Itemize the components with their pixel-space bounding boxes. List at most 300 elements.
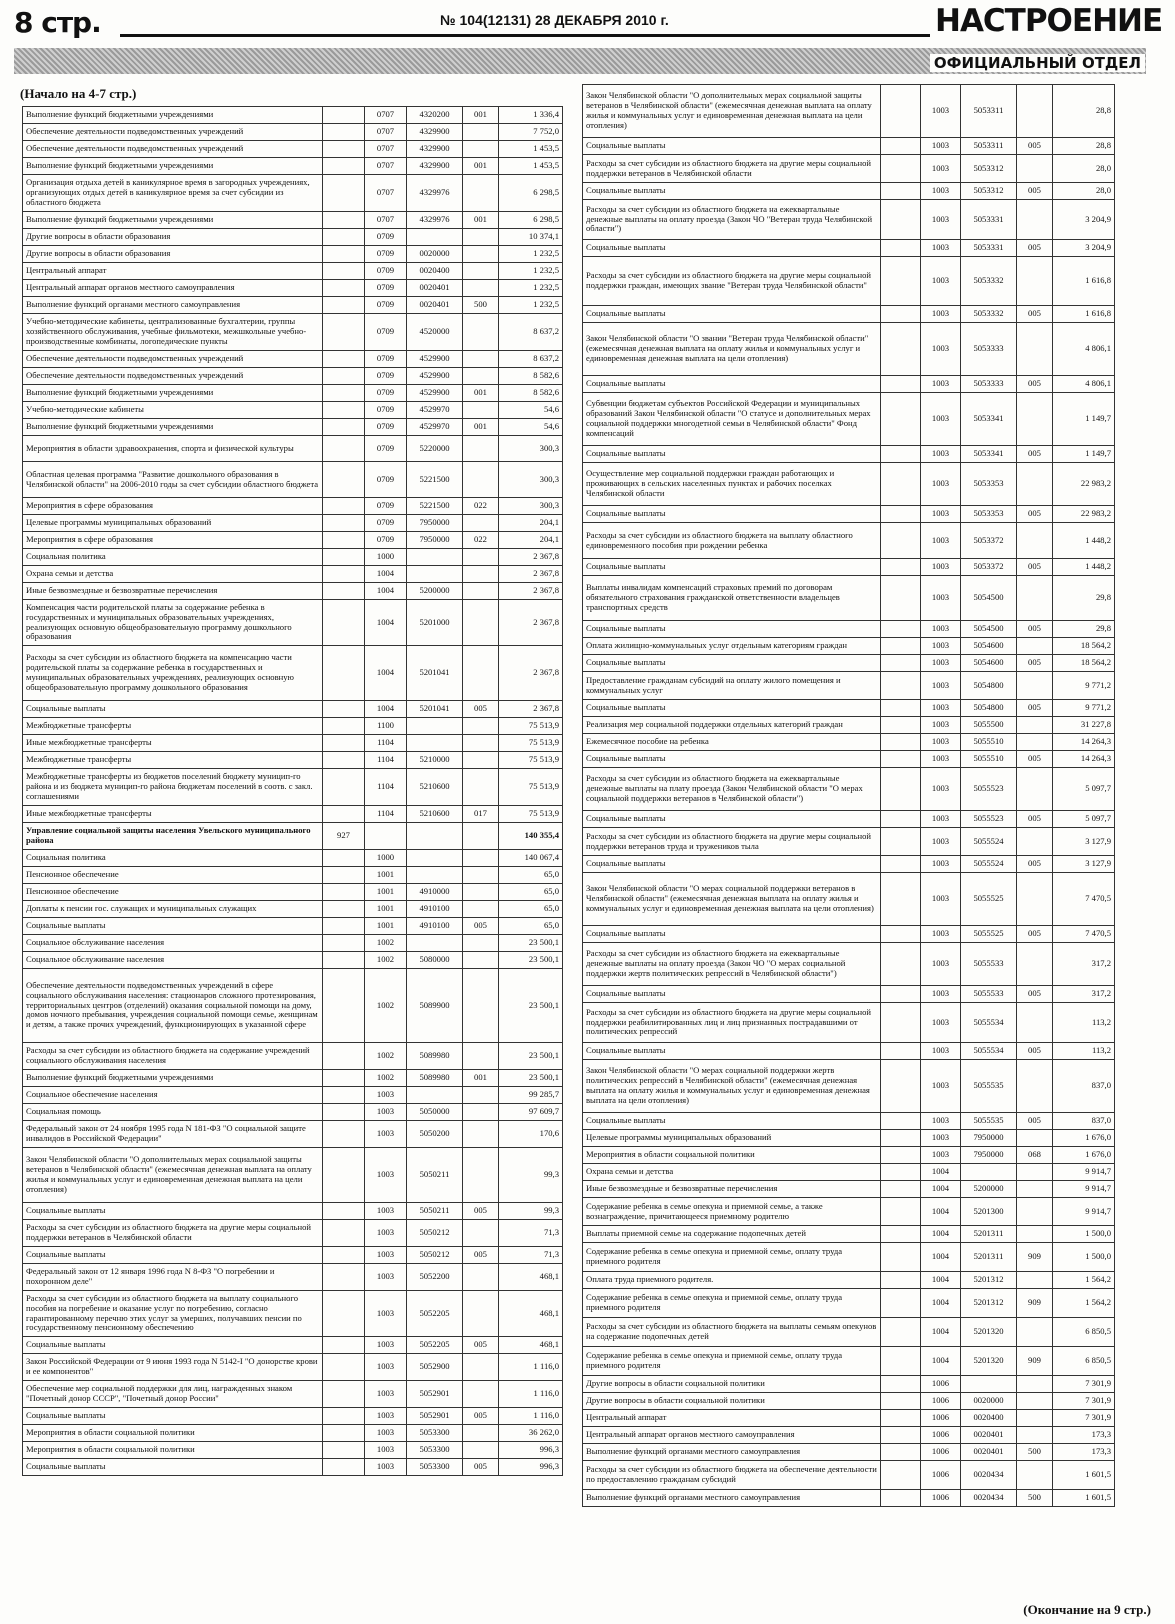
cell-target — [407, 867, 463, 884]
cell-name: Субвенции бюджетам субъектов Российской Федерации и муниципальных образований Закон Челябинской области "О статусе и дополнительных мерах социальной поддержки многодетной семьи в Челябинской области" Фонд компенсаций — [583, 393, 881, 446]
cell-name: Социальные выплаты — [583, 1043, 881, 1060]
cell-section: 1004 — [921, 1164, 961, 1181]
cell-sum: 14 264,3 — [1053, 751, 1115, 768]
cell-type — [463, 1148, 499, 1203]
cell-target: 5053333 — [961, 323, 1017, 376]
cell-code — [881, 621, 921, 638]
table-row — [23, 806, 563, 823]
cell-name: Охрана семьи и детства — [23, 566, 323, 583]
cell-section: 1003 — [921, 446, 961, 463]
cell-sum: 3 127,9 — [1053, 828, 1115, 856]
cell-section: 0707 — [365, 124, 407, 141]
cell-code — [323, 952, 365, 969]
cell-type: 005 — [1017, 655, 1053, 672]
cell-target: 5080000 — [407, 952, 463, 969]
cell-section: 1000 — [365, 549, 407, 566]
cell-section: 1002 — [365, 952, 407, 969]
cell-type — [463, 263, 499, 280]
cell-name: Социальные выплаты — [583, 183, 881, 200]
cell-sum: 54,6 — [499, 419, 563, 436]
cell-section: 1006 — [921, 1461, 961, 1490]
cell-name: Выполнение функций бюджетными учреждениями — [23, 107, 323, 124]
table-row — [583, 1427, 1115, 1444]
cell-sum: 317,2 — [1053, 986, 1115, 1003]
cell-name: Социальные выплаты — [583, 138, 881, 155]
cell-target: 5055524 — [961, 856, 1017, 873]
cell-type — [463, 867, 499, 884]
cell-name: Социальные выплаты — [23, 918, 323, 935]
newspaper-logo: НАСТРОЕНИЕ — [935, 3, 1163, 39]
cell-sum: 1 116,0 — [499, 1408, 563, 1425]
cell-section: 1006 — [921, 1376, 961, 1393]
cell-target: 5200000 — [407, 583, 463, 600]
cell-type — [1017, 1427, 1053, 1444]
table-row — [583, 1376, 1115, 1393]
cell-name: Обеспечение деятельности подведомственных учреждений в сфере социального обслуживания населения: стационаров сложного протезирования, территориальных центров (отделений) оказания социальной помощи на дому, домов ночного пребывания, учреждения социальной помощи семье, женщинам и детям, а также прочих учреждений, функционирующих в указанной сфере — [23, 969, 323, 1043]
cell-section: 0709 — [365, 229, 407, 246]
cell-name: Центральный аппарат органов местного самоуправления — [23, 280, 323, 297]
table-row — [23, 901, 563, 918]
cell-target: 5053341 — [961, 393, 1017, 446]
cell-name: Социальное обеспечение населения — [23, 1087, 323, 1104]
cell-section: 1004 — [921, 1318, 961, 1347]
cell-code — [323, 124, 365, 141]
cell-type — [463, 850, 499, 867]
cell-type: 001 — [463, 212, 499, 229]
cell-type — [463, 402, 499, 419]
table-row — [583, 638, 1115, 655]
cell-target: 4910000 — [407, 884, 463, 901]
cell-code — [881, 1113, 921, 1130]
cell-sum: 317,2 — [1053, 943, 1115, 986]
cell-code — [323, 515, 365, 532]
cell-sum: 1 232,5 — [499, 297, 563, 314]
cell-type: 001 — [463, 1070, 499, 1087]
cell-target: 5201312 — [961, 1272, 1017, 1289]
cell-target — [407, 718, 463, 735]
cell-type — [463, 884, 499, 901]
cell-target: 5052900 — [407, 1354, 463, 1381]
cell-type — [463, 1121, 499, 1148]
cell-sum: 300,3 — [499, 498, 563, 515]
cell-code — [323, 600, 365, 646]
table-row — [583, 200, 1115, 240]
cell-target: 7950000 — [961, 1147, 1017, 1164]
cell-name: Содержание ребенка в семье опекуна и приемной семье, оплату труда приемного родителя — [583, 1243, 881, 1272]
cell-target: 4529900 — [407, 385, 463, 402]
table-row — [23, 646, 563, 701]
cell-name: Социальные выплаты — [583, 306, 881, 323]
cell-target: 5089980 — [407, 1070, 463, 1087]
cell-section: 1003 — [921, 1060, 961, 1113]
cell-section: 1003 — [365, 1354, 407, 1381]
cell-code — [881, 700, 921, 717]
cell-target: 5220000 — [407, 436, 463, 462]
cell-code — [323, 158, 365, 175]
cell-target — [407, 566, 463, 583]
cell-sum: 28,8 — [1053, 85, 1115, 138]
cell-code — [323, 583, 365, 600]
cell-type — [1017, 200, 1053, 240]
cell-code — [323, 769, 365, 806]
table-row — [583, 873, 1115, 926]
cell-sum: 4 806,1 — [1053, 376, 1115, 393]
cell-section: 1003 — [921, 376, 961, 393]
cell-type — [1017, 1226, 1053, 1243]
table-row — [23, 532, 563, 549]
cell-code — [323, 1148, 365, 1203]
cell-name: Расходы за счет субсидии из областного бюджета на компенсацию части родительской платы за содержание ребенка в государственных и муниципальных образовательных учреждениях, реализующих основную общеобразовательную программу дошкольного образования — [23, 646, 323, 701]
cell-target: 5052205 — [407, 1337, 463, 1354]
cell-type — [1017, 463, 1053, 506]
cell-sum: 1 601,5 — [1053, 1490, 1115, 1507]
table-row — [23, 1104, 563, 1121]
cell-sum: 54,6 — [499, 402, 563, 419]
cell-code — [323, 462, 365, 498]
table-row — [23, 419, 563, 436]
table-row — [23, 1203, 563, 1220]
cell-target: 5053331 — [961, 200, 1017, 240]
cell-name: Расходы за счет субсидии из областного бюджета на другие меры социальной поддержки ветеранов в Челябинской области — [23, 1220, 323, 1247]
table-row — [583, 138, 1115, 155]
cell-name: Расходы за счет субсидии из областного бюджета на другие меры социальной поддержки граждан, имеющих звание "Ветеран труда Челябинской области" — [583, 257, 881, 306]
cell-section: 1003 — [921, 621, 961, 638]
cell-section: 1003 — [921, 523, 961, 559]
cell-section: 1003 — [365, 1121, 407, 1148]
table-row — [583, 1043, 1115, 1060]
cell-target: 5055533 — [961, 943, 1017, 986]
cell-section: 0709 — [365, 314, 407, 351]
cell-section: 1003 — [921, 240, 961, 257]
cell-sum: 1 453,5 — [499, 141, 563, 158]
table-row — [23, 549, 563, 566]
cell-name: Расходы за счет субсидии из областного бюджета на другие меры социальной поддержки реабилитированных лиц и лиц признанных пострадавшими от политических репрессий — [583, 1003, 881, 1043]
cell-type — [463, 246, 499, 263]
cell-section: 1003 — [921, 138, 961, 155]
cell-sum: 65,0 — [499, 918, 563, 935]
cell-sum: 99,3 — [499, 1203, 563, 1220]
cell-section: 0709 — [365, 515, 407, 532]
cell-sum: 23 500,1 — [499, 952, 563, 969]
cell-type — [463, 1354, 499, 1381]
cell-section: 1003 — [365, 1247, 407, 1264]
cell-name: Выполнение функций органами местного самоуправления — [23, 297, 323, 314]
cell-type — [463, 1043, 499, 1070]
cell-section: 1003 — [921, 828, 961, 856]
cell-type: 005 — [1017, 376, 1053, 393]
cell-target: 5053311 — [961, 85, 1017, 138]
cell-target: 5053332 — [961, 257, 1017, 306]
cell-section: 1003 — [921, 943, 961, 986]
cell-sum: 468,1 — [499, 1337, 563, 1354]
cell-section: 1004 — [921, 1347, 961, 1376]
cell-target: 5053333 — [961, 376, 1017, 393]
cell-code — [323, 1203, 365, 1220]
cell-name: Мероприятия в сфере образования — [23, 498, 323, 515]
table-row — [23, 498, 563, 515]
cell-sum: 31 227,8 — [1053, 717, 1115, 734]
cell-code — [323, 1043, 365, 1070]
cell-type — [463, 314, 499, 351]
cell-type — [1017, 85, 1053, 138]
cell-sum: 29,8 — [1053, 576, 1115, 621]
table-row — [583, 856, 1115, 873]
cell-type — [463, 1381, 499, 1408]
cell-sum: 71,3 — [499, 1247, 563, 1264]
cell-section: 1006 — [921, 1427, 961, 1444]
cell-type — [463, 280, 499, 297]
cell-type — [1017, 1060, 1053, 1113]
cell-target: 5053300 — [407, 1442, 463, 1459]
cell-code — [323, 850, 365, 867]
table-row — [583, 559, 1115, 576]
cell-target: 5055510 — [961, 734, 1017, 751]
cell-name: Социальные выплаты — [583, 856, 881, 873]
cell-section: 0707 — [365, 175, 407, 212]
cell-target: 5055525 — [961, 873, 1017, 926]
cell-code — [881, 1444, 921, 1461]
cell-section: 1003 — [921, 734, 961, 751]
cell-target — [407, 823, 463, 850]
cell-section: 1006 — [921, 1444, 961, 1461]
cell-code — [323, 436, 365, 462]
cell-sum: 1 601,5 — [1053, 1461, 1115, 1490]
cell-type — [463, 1087, 499, 1104]
cell-code — [881, 523, 921, 559]
table-row — [23, 1121, 563, 1148]
cell-target: 5055535 — [961, 1060, 1017, 1113]
cell-target: 5052901 — [407, 1408, 463, 1425]
cell-type — [463, 752, 499, 769]
cell-name: Другие вопросы в области социальной политики — [583, 1393, 881, 1410]
cell-sum: 1 500,0 — [1053, 1226, 1115, 1243]
cell-section: 1003 — [921, 463, 961, 506]
table-row — [583, 734, 1115, 751]
section-title: ОФИЦИАЛЬНЫЙ ОТДЕЛ — [930, 54, 1145, 72]
cell-name: Обеспечение деятельности подведомственных учреждений — [23, 351, 323, 368]
cell-name: Мероприятия в сфере образования — [23, 532, 323, 549]
cell-target: 5201311 — [961, 1243, 1017, 1272]
cell-target: 5053300 — [407, 1459, 463, 1476]
cell-section: 1004 — [365, 646, 407, 701]
cell-target: 5053353 — [961, 463, 1017, 506]
cell-sum: 9 914,7 — [1053, 1164, 1115, 1181]
cell-type — [1017, 523, 1053, 559]
cell-code — [323, 351, 365, 368]
cell-code — [323, 107, 365, 124]
cell-target: 4329900 — [407, 158, 463, 175]
cell-target: 5221500 — [407, 462, 463, 498]
cell-section: 1002 — [365, 969, 407, 1043]
cell-target — [407, 935, 463, 952]
cell-type — [463, 462, 499, 498]
cell-code — [323, 969, 365, 1043]
cell-code — [323, 141, 365, 158]
cell-type — [463, 600, 499, 646]
cell-name: Расходы за счет субсидии из областного бюджета на выплату областного единовременного пособия при рождении ребенка — [583, 523, 881, 559]
cell-sum: 8 582,6 — [499, 385, 563, 402]
table-row — [23, 1408, 563, 1425]
cell-name: Социальные выплаты — [23, 701, 323, 718]
table-row — [23, 263, 563, 280]
table-row — [23, 769, 563, 806]
table-row — [23, 368, 563, 385]
cell-name: Социальные выплаты — [583, 986, 881, 1003]
cell-code — [323, 1070, 365, 1087]
table-row — [583, 376, 1115, 393]
cell-sum: 23 500,1 — [499, 969, 563, 1043]
cell-section: 0709 — [365, 498, 407, 515]
cell-sum: 1 500,0 — [1053, 1243, 1115, 1272]
cell-sum: 23 500,1 — [499, 935, 563, 952]
cell-type — [463, 935, 499, 952]
table-row — [23, 701, 563, 718]
table-row — [583, 926, 1115, 943]
cell-code — [881, 1376, 921, 1393]
cell-type — [463, 549, 499, 566]
cell-section: 1003 — [365, 1337, 407, 1354]
cell-type — [463, 823, 499, 850]
cell-sum: 65,0 — [499, 884, 563, 901]
cell-type: 005 — [1017, 306, 1053, 323]
cell-type — [463, 735, 499, 752]
cell-code — [323, 1354, 365, 1381]
cell-type: 005 — [463, 1203, 499, 1220]
cell-target: 7950000 — [407, 532, 463, 549]
cell-sum: 7 301,9 — [1053, 1376, 1115, 1393]
cell-section: 1003 — [921, 672, 961, 700]
cell-code — [881, 1003, 921, 1043]
cell-name: Выполнение функций бюджетными учреждениями — [23, 212, 323, 229]
cell-code — [881, 638, 921, 655]
cell-target: 4529900 — [407, 368, 463, 385]
cell-type: 001 — [463, 158, 499, 175]
cell-type — [1017, 672, 1053, 700]
cell-type — [463, 901, 499, 918]
cell-name: Социальные выплаты — [23, 1337, 323, 1354]
cell-name: Социальные выплаты — [23, 1408, 323, 1425]
table-row — [23, 1148, 563, 1203]
cell-code — [881, 323, 921, 376]
cell-section: 1003 — [921, 200, 961, 240]
cell-section: 1003 — [365, 1442, 407, 1459]
cell-code — [881, 1393, 921, 1410]
cell-name: Социальная политика — [23, 549, 323, 566]
cell-section: 1002 — [365, 1070, 407, 1087]
cell-section: 1104 — [365, 769, 407, 806]
cell-sum: 1 336,4 — [499, 107, 563, 124]
cell-section: 1003 — [921, 1113, 961, 1130]
cell-sum: 8 637,2 — [499, 314, 563, 351]
cell-code — [323, 280, 365, 297]
cell-section: 1003 — [921, 1130, 961, 1147]
cell-section: 0709 — [365, 368, 407, 385]
cell-name: Социальные выплаты — [583, 751, 881, 768]
cell-section: 1003 — [921, 183, 961, 200]
cell-type — [463, 1104, 499, 1121]
cell-sum: 23 500,1 — [499, 1070, 563, 1087]
cell-name: Центральный аппарат — [23, 263, 323, 280]
cell-target: 5054500 — [961, 621, 1017, 638]
table-row — [583, 306, 1115, 323]
cell-name: Расходы за счет субсидии из областного бюджета на обеспечение деятельности по предоставлению гражданам субсидий — [583, 1461, 881, 1490]
cell-code — [323, 1247, 365, 1264]
cell-target: 5089900 — [407, 969, 463, 1043]
table-row — [23, 402, 563, 419]
cell-name: Социальные выплаты — [583, 506, 881, 523]
table-row — [23, 229, 563, 246]
table-row — [23, 952, 563, 969]
cell-sum: 1 616,8 — [1053, 257, 1115, 306]
cell-sum: 65,0 — [499, 867, 563, 884]
cell-section: 1001 — [365, 884, 407, 901]
cell-target: 5050212 — [407, 1247, 463, 1264]
cell-name: Организация отдыха детей в каникулярное время в загородных учреждениях, организующих отдых детей в каникулярное время за счет субсидии из областного бюджета — [23, 175, 323, 212]
cell-target: 5089980 — [407, 1043, 463, 1070]
cell-section — [365, 823, 407, 850]
cell-name: Мероприятия в области здравоохранения, спорта и физической культуры — [23, 436, 323, 462]
cell-name: Социальные выплаты — [583, 655, 881, 672]
cell-type: 005 — [463, 701, 499, 718]
table-row — [583, 393, 1115, 446]
cell-section: 1003 — [365, 1291, 407, 1337]
cell-sum: 99,3 — [499, 1148, 563, 1203]
cell-code: 927 — [323, 823, 365, 850]
cell-target — [407, 549, 463, 566]
cell-type — [1017, 155, 1053, 183]
cell-code — [323, 1087, 365, 1104]
table-row — [23, 1381, 563, 1408]
cell-target: 5201041 — [407, 701, 463, 718]
cell-code — [323, 1104, 365, 1121]
cell-type — [463, 515, 499, 532]
cell-sum: 75 513,9 — [499, 806, 563, 823]
cell-code — [881, 1060, 921, 1113]
cell-sum: 7 470,5 — [1053, 873, 1115, 926]
cell-sum: 23 500,1 — [499, 1043, 563, 1070]
table-row — [23, 1070, 563, 1087]
cell-code — [881, 926, 921, 943]
cell-type — [463, 1442, 499, 1459]
table-row — [583, 1003, 1115, 1043]
table-row — [23, 515, 563, 532]
cell-section: 1003 — [921, 1147, 961, 1164]
cell-code — [881, 751, 921, 768]
cell-type — [1017, 943, 1053, 986]
table-row — [583, 1060, 1115, 1113]
cell-type — [463, 1220, 499, 1247]
cell-target: 0020400 — [961, 1410, 1017, 1427]
cell-type: 001 — [463, 107, 499, 124]
cell-code — [323, 1459, 365, 1476]
cell-type — [1017, 1318, 1053, 1347]
cell-type — [463, 229, 499, 246]
table-row — [583, 700, 1115, 717]
cell-target: 5210600 — [407, 806, 463, 823]
cell-type — [1017, 1181, 1053, 1198]
cell-type: 001 — [463, 419, 499, 436]
cell-target — [407, 850, 463, 867]
cell-code — [881, 576, 921, 621]
table-row — [23, 1425, 563, 1442]
cell-target: 5050000 — [407, 1104, 463, 1121]
cell-section: 1003 — [921, 393, 961, 446]
cell-name: Закон Челябинской области "О звании "Ветеран труда Челябинской области" (ежемесячная денежная выплата на оплату жилья и коммунальных услуг и единовременная денежная выплата на цели отопления) — [583, 323, 881, 376]
cell-code — [323, 549, 365, 566]
cell-name: Оплата жилищно-коммунальных услуг отдельным категориям граждан — [583, 638, 881, 655]
cell-type: 005 — [1017, 138, 1053, 155]
table-row — [583, 1461, 1115, 1490]
